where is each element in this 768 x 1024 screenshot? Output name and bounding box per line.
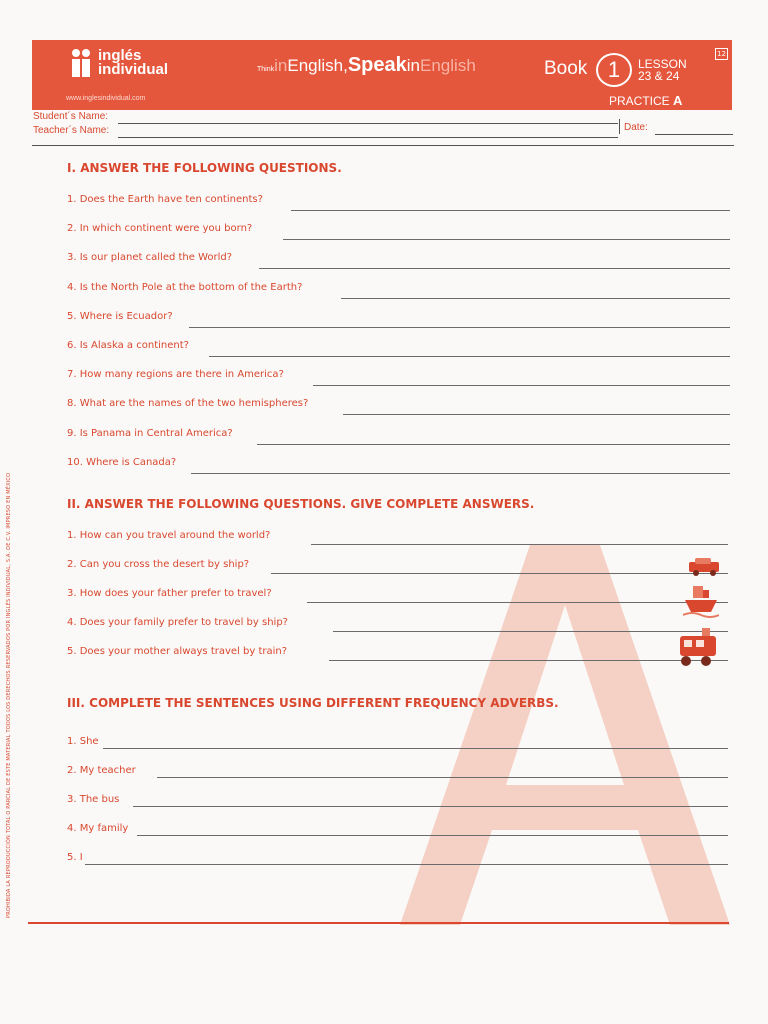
sec1-question-1: 1. Does the Earth have ten continents? <box>67 194 263 205</box>
book-number: 1 <box>596 53 632 87</box>
sec3-question-2: 2. My teacher <box>67 765 136 776</box>
student-name-label: Student´s Name: <box>33 111 109 122</box>
sec2-question-1: 1. How can you travel around the world? <box>67 530 271 541</box>
slogan <box>257 54 476 77</box>
sec1-question-2: 2. In which continent were you born? <box>67 223 253 235</box>
student-name-field[interactable] <box>118 123 618 124</box>
sec3-question-1: 1. She <box>67 736 99 747</box>
date-field[interactable] <box>655 134 733 135</box>
slogan-speak: Speak <box>347 54 407 76</box>
sec1-question-5: 5. Where is Ecuador? <box>67 310 173 322</box>
field-separator <box>619 119 620 134</box>
sec1-answer-line-9[interactable] <box>257 444 730 445</box>
sec1-question-6: 6. Is Alaska a continent? <box>67 340 189 351</box>
lesson-numbers: 23 & 24 <box>638 69 680 83</box>
date-label: Date: <box>624 122 648 133</box>
sec2-answer-line-2[interactable] <box>271 573 728 574</box>
sec2-question-4: 4. Does your family prefer to travel by ship? <box>67 617 288 628</box>
lesson-info <box>638 58 687 82</box>
sec2-question-2: 2. Can you cross the desert by ship? <box>67 559 250 570</box>
sec1-answer-line-2[interactable] <box>283 239 730 240</box>
practice-letter: A <box>673 93 683 108</box>
slogan-in1: in <box>274 56 288 75</box>
car-icon <box>683 556 727 578</box>
sec2-question-3: 3. How does your father prefer to travel? <box>67 588 272 599</box>
bottom-rule <box>28 922 729 924</box>
copyright-side-note: PROHIBIDA LA REPRODUCCIÓN TOTAL O PARCIAL DE ESTE MATERIAL TODOS LOS DERECHOS RESERVADOS POR INGLÉS INDIVIDUAL, S.A. DE C.V. IMPRESO EN MÉXICO <box>6 472 12 918</box>
book-label: Book <box>544 58 588 79</box>
sec2-answer-line-3[interactable] <box>307 602 728 603</box>
lesson-label: LESSON <box>638 57 687 71</box>
sec3-question-4: 4. My family <box>67 823 129 834</box>
section2-title: II. ANSWER THE FOLLOWING QUESTIONS. GIVE COMPLETE ANSWERS. <box>67 497 535 511</box>
sec1-answer-line-8[interactable] <box>343 414 730 415</box>
ship-icon <box>683 582 719 618</box>
sec1-question-9: 9. Is Panama in Central America? <box>67 427 233 439</box>
sec1-question-4: 4. Is the North Pole at the bottom of the Earth? <box>67 281 303 293</box>
person-logo-icon <box>70 48 92 78</box>
section3-title: III. COMPLETE THE SENTENCES USING DIFFERENT FREQUENCY ADVERBS. <box>67 696 559 710</box>
logo-line1: inglés <box>98 47 142 64</box>
slogan-think: Think <box>257 66 275 73</box>
sec1-question-7: 7. How many regions are there in America? <box>67 369 284 381</box>
logo-line2: individual <box>98 61 169 78</box>
sec3-answer-line-4[interactable] <box>137 835 728 836</box>
sec3-answer-line-1[interactable] <box>103 748 728 749</box>
practice-label <box>609 93 682 108</box>
sec1-answer-line-3[interactable] <box>259 268 730 269</box>
sec2-answer-line-5[interactable] <box>329 660 728 661</box>
sec1-answer-line-6[interactable] <box>209 356 730 357</box>
sec3-answer-line-3[interactable] <box>133 806 728 807</box>
sec1-answer-line-10[interactable] <box>191 473 730 474</box>
sec1-answer-line-5[interactable] <box>189 327 730 328</box>
slogan-english1: English, <box>287 56 348 75</box>
sec3-answer-line-2[interactable] <box>157 777 728 778</box>
sec1-answer-line-1[interactable] <box>291 210 730 211</box>
page-number: 12 <box>715 48 728 60</box>
sec1-question-10: 10. Where is Canada? <box>67 456 177 468</box>
sec3-answer-line-5[interactable] <box>85 864 728 865</box>
practice-text: PRACTICE <box>609 94 670 108</box>
sec3-question-3: 3. The bus <box>67 794 120 805</box>
teacher-name-field[interactable] <box>118 137 618 138</box>
sec2-question-5: 5. Does your mother always travel by train? <box>67 646 288 657</box>
sec1-question-3: 3. Is our planet called the World? <box>67 252 233 264</box>
sec1-answer-line-4[interactable] <box>341 298 730 299</box>
sec1-question-8: 8. What are the names of the two hemispheres? <box>67 398 309 410</box>
header-rule <box>32 145 734 146</box>
header-banner <box>32 40 732 110</box>
sec2-answer-line-1[interactable] <box>311 544 728 545</box>
slogan-english2: English <box>420 56 476 75</box>
section1-title: I. ANSWER THE FOLLOWING QUESTIONS. <box>67 161 342 175</box>
sec3-question-5: 5. I <box>67 852 83 863</box>
sec2-answer-line-4[interactable] <box>333 631 728 632</box>
sec1-answer-line-7[interactable] <box>313 385 730 386</box>
teacher-name-label: Teacher´s Name: <box>33 125 110 136</box>
brand-url: www.inglesindividual.com <box>66 95 146 102</box>
brand-logo <box>98 49 168 77</box>
slogan-in2: in <box>406 56 421 75</box>
train-icon <box>672 626 722 670</box>
